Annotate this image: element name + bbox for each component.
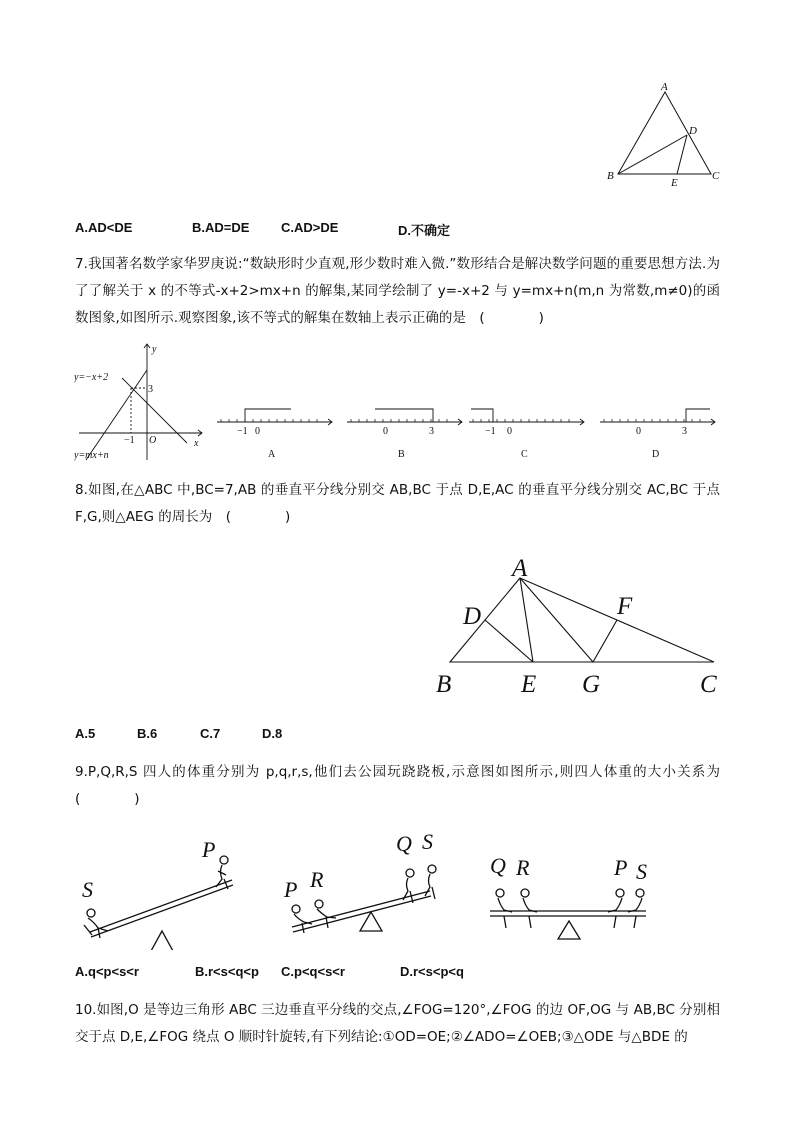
q8-triangle-figure — [432, 552, 727, 702]
q7-origin-label: O — [149, 435, 157, 446]
q9-s3-label-r: R — [516, 855, 530, 880]
q7-d-tick1: 0 — [636, 426, 641, 437]
q9-s3-label-p: P — [614, 855, 628, 880]
q9-s1-label-s: S — [82, 877, 93, 902]
q9-s2-label-q: Q — [396, 831, 412, 856]
q6-option-a[interactable]: A.AD<DE — [75, 220, 133, 235]
q6-label-c: C — [712, 170, 720, 182]
q7-numberline-a — [215, 400, 335, 465]
q9-option-c[interactable]: C.p<q<s<r — [281, 964, 345, 979]
q8-option-a[interactable]: A.5 — [75, 726, 96, 741]
q7-b-tick2: 3 — [429, 426, 434, 437]
q8-label-g: G — [582, 671, 601, 698]
q7-question-text: 7.我国著名数学家华罗庚说:“数缺形时少直观,形少数时难入微.”数形结合是解决数学问题的重要思想方法.为了了解关于 x 的不等式-x+2>mx+n 的解集,某同学绘制了 y=-x+2 与 y=mx+n(m,n 为常数,m≠0)的函数图象,如图所示.观察图象,该不等式的解集在数轴上表示正确的是 ( ) — [75, 256, 720, 326]
q7-a-tick1: −1 — [237, 426, 248, 437]
q9-s1-label-p: P — [202, 837, 216, 862]
q9-question-text: 9.P,Q,R,S 四人的体重分别为 p,q,r,s,他们去公园玩跷跷板,示意图如图所示,则四人体重的大小关系为 ( ) — [75, 764, 734, 807]
q9-s2-label-s: S — [422, 829, 433, 854]
q7-line1-label: y=−x+2 — [74, 372, 109, 383]
q7-y-axis-label: y — [152, 344, 157, 355]
q7-x-tick: −1 — [124, 435, 135, 446]
q7-numberline-c — [467, 400, 587, 465]
q6-label-d: D — [689, 125, 697, 137]
q8-option-c[interactable]: C.7 — [200, 726, 221, 741]
q9-s3-label-q: Q — [490, 853, 506, 878]
q8-label-e: E — [521, 671, 537, 698]
q7-d-tick2: 3 — [682, 426, 687, 437]
q7-b-letter: B — [398, 449, 405, 460]
q9-option-d[interactable]: D.r<s<p<q — [400, 964, 464, 979]
q6-option-c[interactable]: C.AD>DE — [281, 220, 339, 235]
q6-label-a: A — [661, 81, 668, 93]
q7-a-tick2: 0 — [255, 426, 260, 437]
q6-option-b[interactable]: B.AD=DE — [192, 220, 250, 235]
q7-numberline-b — [345, 400, 465, 465]
q9-option-a[interactable]: A.q<p<s<r — [75, 964, 139, 979]
q7-b-tick1: 0 — [383, 426, 388, 437]
q7-c-tick1: −1 — [485, 426, 496, 437]
q7-c-tick2: 0 — [507, 426, 512, 437]
q8-option-b[interactable]: B.6 — [137, 726, 158, 741]
q10-question-text: 10.如图,O 是等边三角形 ABC 三边垂直平分线的交点,∠FOG=120°,∠FOG 的边 OF,OG 与 AB,BC 分别相交于点 D,E,∠FOG 绕点 O 顺时针旋转,有下列结论:①OD=OE;②∠ADO=∠OEB;③△ODE 与△BDE 的 — [75, 1002, 720, 1045]
q6-label-e: E — [671, 177, 678, 189]
q9-seesaw-figures — [74, 825, 724, 950]
q8-label-c: C — [700, 671, 717, 698]
q7-function-graph — [74, 340, 209, 465]
q8-label-b: B — [436, 671, 452, 698]
q6-label-b: B — [607, 170, 614, 182]
q7-c-letter: C — [521, 449, 528, 460]
q8-question-text: 8.如图,在△ABC 中,BC=7,AB 的垂直平分线分别交 AB,BC 于点 D,E,AC 的垂直平分线分别交 AC,BC 于点 F,G,则△AEG 的周长为 ( ) — [75, 482, 720, 525]
q9-s3-label-s: S — [636, 859, 647, 884]
q8-label-d: D — [463, 603, 482, 630]
q7-y-tick: 3 — [148, 384, 153, 395]
q7-a-letter: A — [268, 449, 276, 460]
q7-numberline-d — [598, 400, 718, 465]
q7-d-letter: D — [652, 449, 660, 460]
q7-x-axis-label: x — [194, 438, 199, 449]
q9-s2-label-p: P — [284, 877, 298, 902]
q8-label-a: A — [512, 555, 528, 582]
q6-option-d[interactable]: D.不确定 — [398, 223, 451, 238]
q9-s2-label-r: R — [310, 867, 324, 892]
q8-label-f: F — [617, 593, 633, 620]
q7-line2-label: y=mx+n — [74, 450, 109, 461]
q8-option-d[interactable]: D.8 — [262, 726, 283, 741]
q6-triangle-figure — [605, 78, 725, 190]
q9-option-b[interactable]: B.r<s<q<p — [195, 964, 259, 979]
